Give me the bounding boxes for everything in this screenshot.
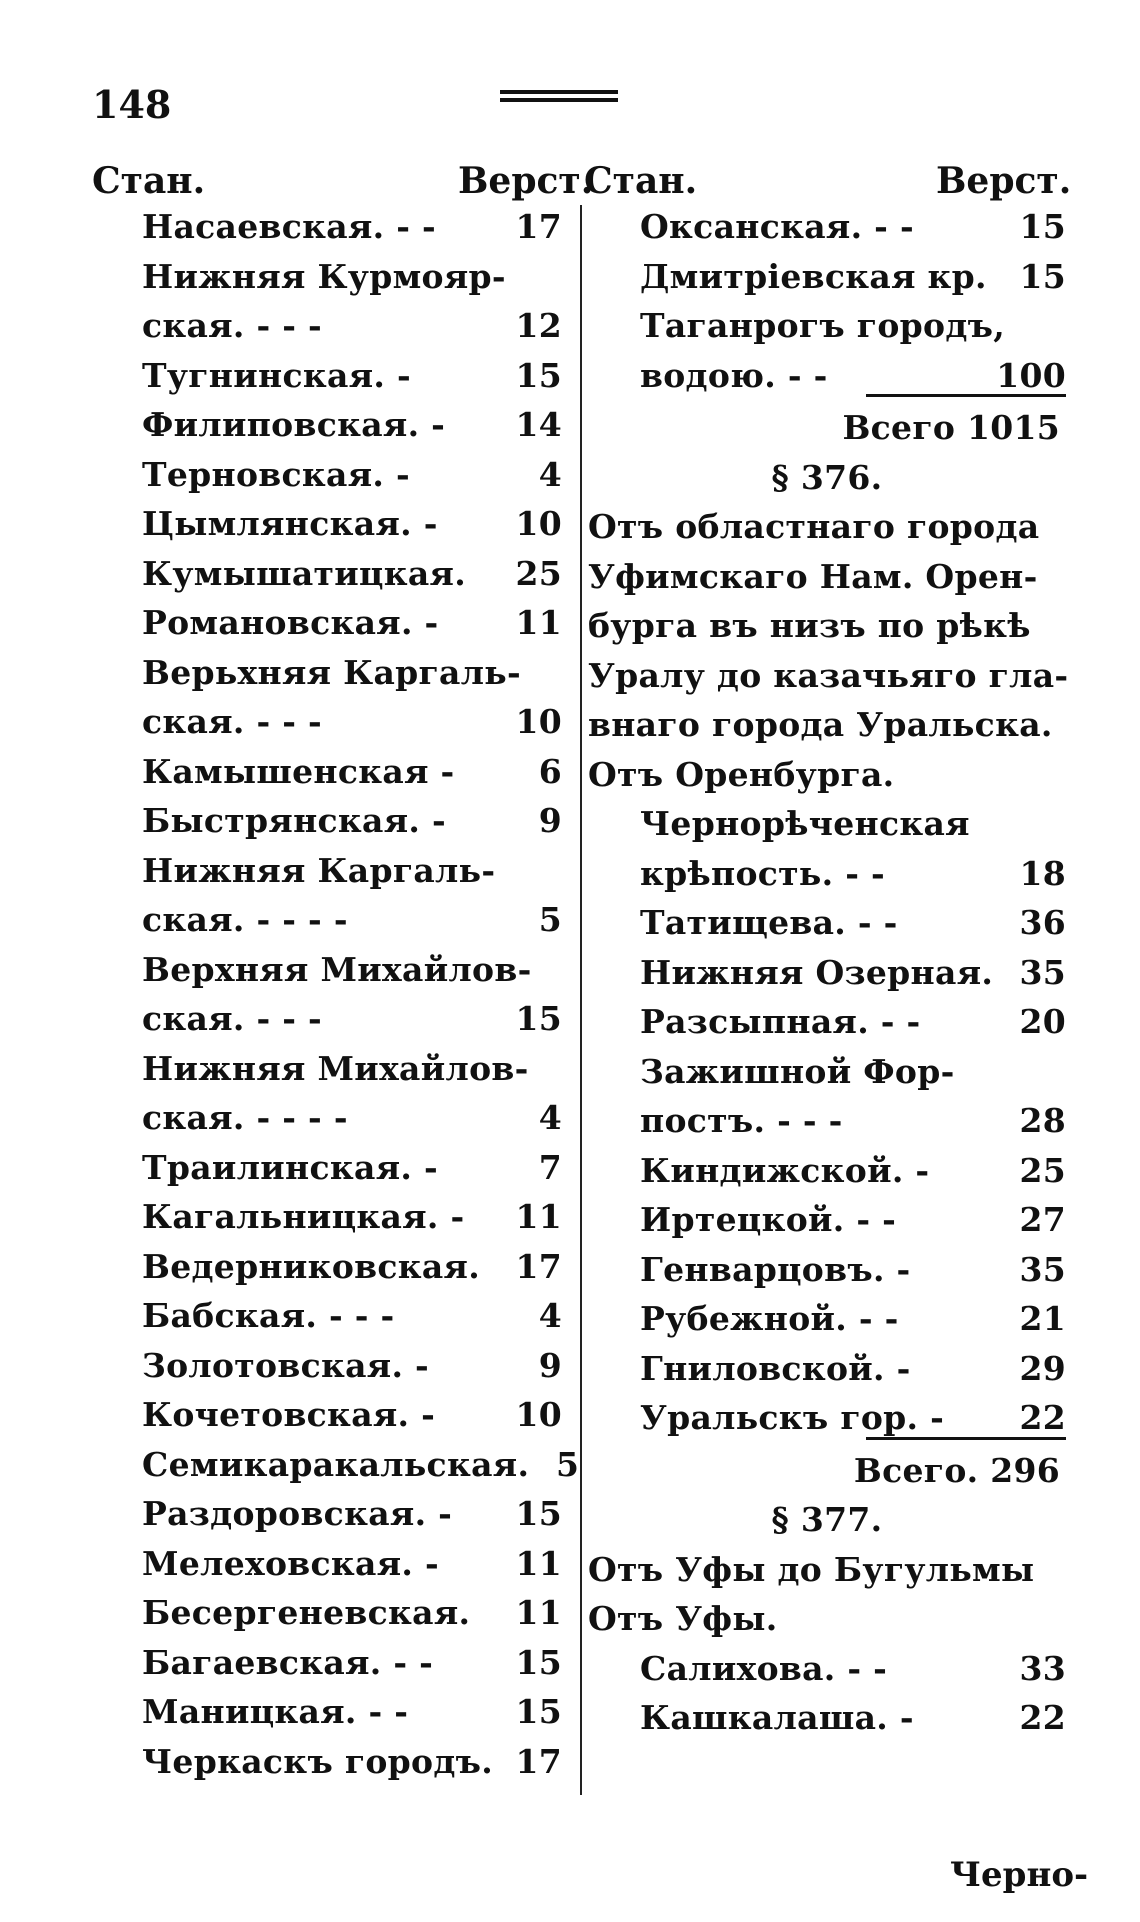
station-row — [640, 1245, 1066, 1295]
verst-count: 7 — [538, 1147, 562, 1187]
station-name: Цымлянская. - — [142, 504, 438, 543]
paragraph-line: Отъ Уфы. — [588, 1599, 778, 1638]
station-row — [142, 549, 562, 599]
verst-count: 17 — [515, 1741, 562, 1781]
station-row — [142, 1291, 562, 1341]
paragraph-line: Уралу до казачьяго гла- — [588, 655, 1069, 695]
verst-count: 36 — [1019, 903, 1066, 942]
station-row — [640, 252, 1066, 302]
verst-count: 15 — [1019, 207, 1066, 246]
station-name: Нижняя Курмояр- — [142, 256, 506, 296]
station-row — [142, 301, 562, 351]
station-row — [640, 1047, 1066, 1097]
paragraph-line: внаго города Уральска. — [588, 705, 1053, 744]
station-row — [142, 648, 562, 698]
station-name: Зажишной Фор- — [640, 1051, 955, 1091]
station-name: Черкаскъ городъ. — [142, 1741, 494, 1781]
station-row — [142, 1489, 562, 1539]
paragraph-line: Отъ областнаго города — [588, 507, 1040, 546]
station-row — [142, 1440, 580, 1490]
station-name: Дмитріевская кр. — [640, 256, 987, 296]
station-row — [640, 1393, 1066, 1443]
station-name: Салихова. - - — [640, 1648, 888, 1688]
station-row — [640, 1195, 1066, 1245]
verst-count: 11 — [515, 1197, 562, 1236]
station-row — [142, 202, 562, 252]
verst-count: 22 — [1019, 1398, 1066, 1437]
verst-count: 20 — [1019, 1002, 1066, 1041]
station-name: Терновская. - — [142, 454, 410, 494]
station-name: Камышенская - — [142, 751, 455, 791]
total-1015: Всего 1015 — [842, 408, 1060, 447]
station-name: ская. - - - - — [142, 1098, 348, 1137]
station-name: крѣпость. - - — [640, 853, 885, 893]
station-row — [640, 849, 1066, 899]
verst-count: 9 — [538, 1345, 562, 1385]
station-name: Романовская. - — [142, 603, 439, 642]
station-name: Быстрянская. - — [142, 801, 446, 840]
station-name: Кочетовская. - — [142, 1395, 436, 1434]
station-name: ская. - - - — [142, 999, 323, 1038]
station-name: Верьхняя Каргаль- — [142, 652, 521, 692]
verst-count: 15 — [515, 1494, 562, 1533]
verst-count: 27 — [1019, 1200, 1066, 1239]
verst-count: 15 — [515, 1692, 562, 1731]
station-name: Киндижской. - — [640, 1150, 930, 1190]
station-row — [142, 697, 562, 747]
station-row — [142, 1390, 562, 1440]
verst-count: 12 — [515, 306, 562, 345]
station-row — [142, 1143, 562, 1193]
station-name: Кагальницкая. - — [142, 1197, 465, 1236]
station-row — [142, 747, 562, 797]
paragraph-line: Отъ Оренбурга. — [588, 754, 895, 794]
station-name: Верхняя Михайлов- — [142, 949, 532, 989]
station-row — [142, 598, 562, 648]
paragraph-line: Уфимскаго Нам. Орен- — [588, 556, 1038, 596]
station-row — [142, 400, 562, 450]
verst-count: 4 — [538, 1296, 562, 1335]
station-row — [142, 1737, 562, 1787]
station-name: Разсыпная. - - — [640, 1002, 921, 1041]
left-column — [142, 202, 580, 1786]
station-name: Кашкалаша. - — [640, 1698, 914, 1737]
station-name: Чернорѣченская — [640, 804, 970, 843]
verst-count: 15 — [1019, 256, 1066, 296]
verst-count: 18 — [1019, 853, 1066, 893]
station-row — [142, 252, 562, 302]
station-row — [142, 1638, 562, 1688]
paragraph-line: бурга въ низъ по рѣкѣ — [588, 606, 1031, 645]
station-row — [142, 846, 562, 896]
verst-count: 100 — [996, 355, 1066, 395]
station-name: Рубежной. - - — [640, 1299, 899, 1338]
station-row — [640, 1096, 1066, 1146]
station-name: ская. - - - — [142, 702, 323, 741]
station-name: Нижняя Каргаль- — [142, 850, 496, 890]
station-row — [142, 1192, 562, 1242]
verst-count — [1016, 799, 1066, 849]
station-row — [142, 450, 562, 500]
verst-count: 35 — [1019, 1249, 1066, 1289]
verst-count — [521, 648, 571, 698]
station-name: Таганрогъ городъ, — [640, 306, 1006, 345]
verst-count: 15 — [515, 1642, 562, 1682]
station-name: ская. - - - - — [142, 900, 348, 939]
paragraph-line: Отъ Уфы до Бугульмы — [588, 1549, 1035, 1589]
verst-count — [532, 945, 582, 995]
verst-count: 11 — [515, 603, 562, 642]
station-name: Оксанская. - - — [640, 207, 914, 246]
verst-count: 29 — [1019, 1348, 1066, 1388]
verst-count: 11 — [515, 1543, 562, 1583]
right-column — [588, 202, 1069, 1743]
station-row — [142, 1093, 562, 1143]
station-row — [142, 994, 562, 1044]
verst-count: 17 — [515, 1246, 562, 1286]
station-name: ская. - - - — [142, 306, 323, 345]
verst-count: 21 — [1019, 1299, 1066, 1338]
station-row — [640, 202, 1066, 252]
rule — [866, 1437, 1066, 1440]
station-row — [640, 898, 1066, 948]
station-name: Семикаракальская. — [142, 1444, 530, 1484]
verst-count: 5 — [555, 1444, 580, 1484]
station-row — [142, 1588, 562, 1638]
station-row — [142, 1341, 562, 1391]
station-name: Иртецкой. - - — [640, 1200, 897, 1239]
header-verst-left: Верст. — [458, 160, 594, 202]
total-296: Всего. 296 — [853, 1450, 1060, 1490]
verst-count: 10 — [515, 702, 562, 741]
station-name: Генварцовъ. - — [640, 1249, 911, 1289]
station-row — [640, 799, 1066, 849]
station-row — [640, 1644, 1066, 1694]
station-name: Насаевская. - - — [142, 207, 437, 246]
station-name: Гниловской. - — [640, 1348, 911, 1388]
verst-count — [1016, 1047, 1066, 1097]
verst-count: 35 — [1019, 952, 1066, 992]
verst-count — [512, 846, 562, 896]
verst-count: 6 — [538, 751, 562, 791]
verst-count: 25 — [515, 553, 562, 593]
station-row — [640, 301, 1066, 351]
verst-count: 9 — [538, 801, 562, 840]
verst-count: 15 — [515, 355, 562, 395]
station-name: Нижняя Михайлов- — [142, 1048, 529, 1088]
station-row — [640, 351, 1066, 401]
verst-count: 10 — [515, 504, 562, 543]
verst-count: 11 — [515, 1593, 562, 1632]
verst-count — [512, 252, 562, 302]
verst-count: 14 — [515, 405, 562, 444]
section-377: § 377. — [771, 1500, 883, 1539]
verst-count: 10 — [515, 1395, 562, 1434]
station-name: Мелеховская. - — [142, 1543, 439, 1583]
verst-count: 17 — [515, 207, 562, 246]
verst-count: 33 — [1019, 1648, 1066, 1688]
station-name: Бесергеневская. — [142, 1593, 471, 1632]
header-station-left: Стан. — [92, 160, 206, 202]
station-name: Татищева. - - — [640, 903, 898, 942]
station-name: постъ. - - - — [640, 1101, 843, 1140]
catchword: Черно- — [950, 1855, 1089, 1895]
verst-count: 4 — [538, 454, 562, 494]
station-name: Уральскъ гор. - — [640, 1398, 945, 1437]
station-row — [142, 1044, 562, 1094]
verst-count — [1016, 301, 1066, 351]
station-name: Бабская. - - - — [142, 1296, 395, 1335]
verst-count: 22 — [1019, 1698, 1066, 1737]
station-row — [142, 351, 562, 401]
station-row — [142, 1539, 562, 1589]
column-divider — [580, 205, 582, 1795]
station-name: Золотовская. - — [142, 1345, 430, 1385]
section-376: § 376. — [771, 457, 883, 497]
station-name: Раздоровская. - — [142, 1494, 453, 1533]
verst-count: 5 — [538, 900, 562, 939]
station-row — [142, 895, 562, 945]
verst-count: 28 — [1019, 1101, 1066, 1140]
verst-count: 4 — [538, 1098, 562, 1137]
header-verst-right: Верст. — [936, 160, 1072, 202]
station-name: Кумышатицкая. — [142, 553, 467, 593]
station-name: Филиповская. - — [142, 405, 446, 444]
station-name: Маницкая. - - — [142, 1692, 409, 1731]
header-ornament — [500, 90, 618, 110]
station-row — [640, 1693, 1066, 1743]
station-name: Багаевская. - - — [142, 1642, 434, 1682]
verst-count: 15 — [515, 999, 562, 1038]
station-row — [142, 499, 562, 549]
station-row — [142, 1687, 562, 1737]
station-row — [142, 1242, 562, 1292]
station-row — [640, 948, 1066, 998]
station-name: Нижняя Озерная. — [640, 952, 994, 992]
station-row — [640, 1344, 1066, 1394]
verst-count — [529, 1044, 579, 1094]
station-name: водою. - - — [640, 355, 828, 395]
station-name: Ведерниковская. — [142, 1246, 481, 1286]
station-row — [142, 945, 562, 995]
rule — [866, 394, 1066, 397]
station-row — [640, 1294, 1066, 1344]
station-row — [640, 997, 1066, 1047]
page-number: 148 — [92, 82, 172, 127]
station-name: Тугнинская. - — [142, 355, 411, 395]
station-name: Траилинская. - — [142, 1147, 438, 1187]
verst-count: 25 — [1019, 1150, 1066, 1190]
station-row — [640, 1146, 1066, 1196]
header-station-right: Стан. — [584, 160, 698, 202]
station-row — [142, 796, 562, 846]
